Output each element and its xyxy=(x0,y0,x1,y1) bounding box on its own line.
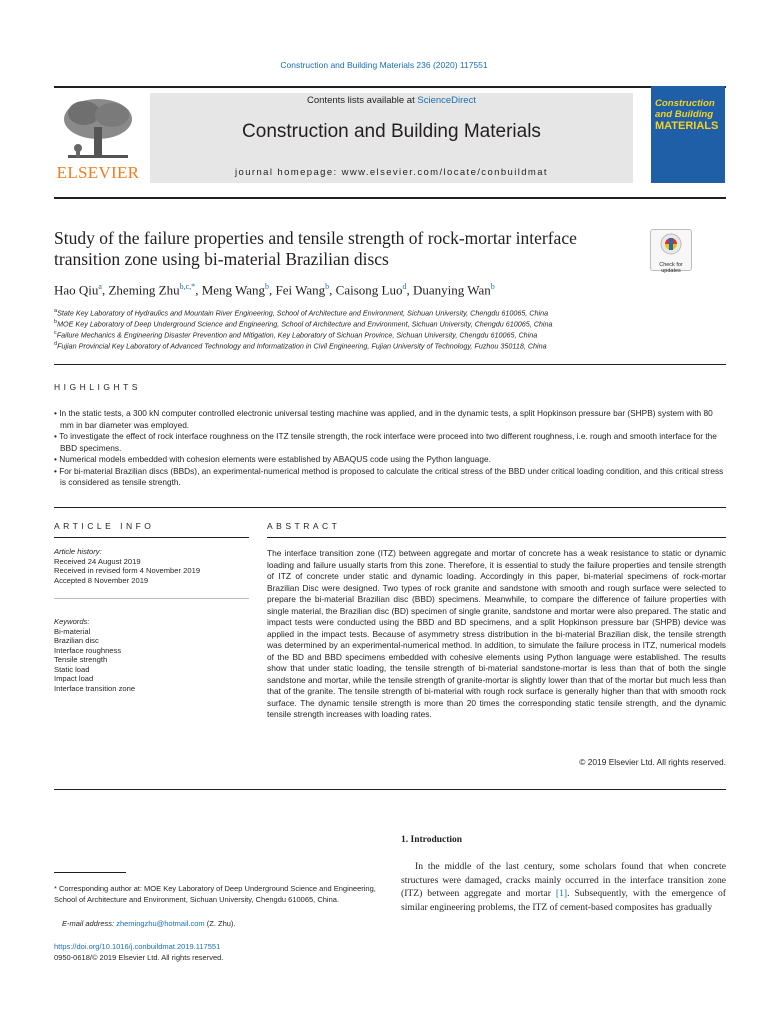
check-for-updates-button[interactable] xyxy=(650,229,692,274)
affiliation xyxy=(54,307,714,317)
author-separator: , xyxy=(329,282,336,298)
highlights-heading: HIGHLIGHTS xyxy=(54,382,141,392)
abstract-heading: ABSTRACT xyxy=(267,521,341,531)
highlight-text: Numerical models embedded with cohesion elements were established by ABAQUS code using the Python language. xyxy=(59,454,491,464)
keyword: Brazilian disc xyxy=(54,636,99,645)
introduction-text xyxy=(401,860,726,914)
affiliation-text: MOE Key Laboratory of Deep Underground Science and Engineering, School of Architecture and Environment, Sichuan University, Chengdu 610065, China xyxy=(57,319,553,329)
author-name[interactable]: Hao Qiu xyxy=(54,282,99,298)
affiliation xyxy=(54,318,714,328)
abstract-text: The interface transition zone (ITZ) between aggregate and mortar of concrete has a weak resistance to static or dynamic loading and failure usually starts from this zone. Therefore, it is essential to study the failure properties and tensile strength of ITZ of concrete under static and dynamic loading. Accordingly in this paper, bi-material specimens of rock-mortar Brazilian Disc were designed. Two types of rock granite and sandstone with smooth and rough surface were selected to prepare the bi-material Brazilian disc (BBD) specimens. Meanwhile, to compare the difference of failure properties with single material, the Brazilian disc (BD) specimen of single granite, sandstone and mortar were also prepared. The static and impact tests were conducted using the BBD and BD specimens, and a split Hopkinson pressure bar (SHPB) device was applied in the impact tests. Because of asymmetry stress distribution in the bi-material Brazilian disk, the tensile strength was determined by an experimental-numerical method. In addition, to simulate the failure process in ITZ, numerical models of the BD and BBD specimens embedded with cohesive elements using Python language were established. The results show that under static loading, the tensile strength of bi-material sandstone-mortar is less than that of both the single sandstone and mortar, while the tensile strength of granite-mortar is slightly lower than that of the mortar but much less than that of the granite. The tensile strength of bi-material with rough rock surface is generally higher than that with smooth rock surface. The dynamic tensile strength is more than 20 times the corresponding static tensile strength, and the dynamic tensile strength increases with loading rates. xyxy=(267,548,726,719)
author-affil-mark[interactable]: b,c,* xyxy=(179,282,196,291)
header-top-rule xyxy=(54,86,726,88)
author-name[interactable]: Duanying Wan xyxy=(412,282,491,298)
highlight-text: For bi-material Brazilian discs (BBDs), an experimental-numerical method is proposed to calculate the critical stress of the BBD under critical loading condition, and this critical stress is considered as tensile strength. xyxy=(59,465,724,487)
article-info-top-rule xyxy=(54,507,726,508)
introduction-heading: 1. Introduction xyxy=(401,835,463,845)
keyword: Interface roughness xyxy=(54,645,122,655)
highlight-text: To investigate the effect of rock interface roughness on the ITZ tensile strength, the rock interface were proceed into two different roughness, i.e. rough and smooth interface for the BBD specimens. xyxy=(59,431,717,453)
elsevier-wordmark: ELSEVIER xyxy=(56,163,140,182)
highlights-top-rule xyxy=(54,364,726,365)
author-separator: , xyxy=(406,282,413,298)
issn-line: 0950-0618/© 2019 Elsevier Ltd. All rights reserved. xyxy=(54,953,224,962)
keywords-label: Keywords: xyxy=(54,617,90,626)
reference-link[interactable]: [1] xyxy=(555,888,568,899)
affiliation-text: State Key Laboratory of Hydraulics and Mountain River Engineering, School of Architecture and Environment, Sichuan University, Chengdu 610065, China xyxy=(57,308,549,318)
author-affil-mark[interactable]: b xyxy=(325,282,330,291)
journal-citation[interactable]: Construction and Building Materials 236 (2020) 117551 xyxy=(280,60,488,70)
affiliation-text: Fujian Provincial Key Laboratory of Advanced Technology and Informatization in Civil Engineering, Fujian University of Technology, Fuzhou 350118, China xyxy=(57,341,547,351)
contents-available-line xyxy=(150,95,633,106)
affiliation-mark: b xyxy=(54,319,58,325)
contents-prefix: Contents lists available at xyxy=(307,95,418,106)
author-affil-mark[interactable]: b xyxy=(265,282,270,291)
author-separator: , xyxy=(195,282,202,298)
author-affil-mark[interactable]: a xyxy=(98,282,102,291)
affiliation xyxy=(54,329,714,339)
highlight-item: • In the static tests, a 300 kN computer controlled electronic universal testing machine was applied, and in the dynamic tests, a split Hopkinson pressure bar (SHPB) system with 80 mm in bar diameter was employed. xyxy=(54,408,713,430)
author-name[interactable]: Zheming Zhu xyxy=(108,282,180,298)
article-history xyxy=(54,547,249,585)
abstract-rule xyxy=(267,537,726,538)
article-info-rule xyxy=(54,537,249,538)
history-revised: Received in revised form 4 November 2019 xyxy=(54,566,201,575)
author-affil-mark[interactable]: b xyxy=(490,282,495,291)
email-suffix: (Z. Zhu). xyxy=(204,919,236,928)
author-affil-mark[interactable]: d xyxy=(402,282,407,291)
corresponding-author-note: * Corresponding author at: MOE Key Laboratory of Deep Underground Science and Engineering, School of Architecture and Environment, Sichuan University, Chengdu 610065, China. xyxy=(54,884,376,904)
intro-text-part: . Subsequently, with the emergence of similar engineering problems, the ITZ of cement-based composites has gradually xyxy=(401,888,726,913)
cover-title: Construction and Building xyxy=(655,98,715,120)
highlight-item: • For bi-material Brazilian discs (BBDs), an experimental-numerical method is proposed to calculate the critical stress of the BBD under critical loading condition, and this critical stress is considered as tensile strength. xyxy=(54,465,724,487)
cover-subtitle: MATERIALS xyxy=(655,120,719,132)
affiliation-mark: d xyxy=(54,341,58,347)
journal-homepage[interactable]: journal homepage: www.elsevier.com/locate/conbuildmat xyxy=(235,167,548,178)
highlight-text: In the static tests, a 300 kN computer controlled electronic universal testing machine was applied, and in the dynamic tests, a split Hopkinson pressure bar (SHPB) system with 80 mm in bar diameter was employed. xyxy=(59,408,713,430)
highlight-item: • To investigate the effect of rock interface roughness on the ITZ tensile strength, the rock interface were proceed into two different roughness, i.e. rough and smooth interface for the BBD specimens. xyxy=(54,431,717,453)
footnote-rule xyxy=(54,872,126,873)
highlight-item: • Numerical models embedded with cohesion elements were established by ABAQUS code using the Python language. xyxy=(54,454,491,464)
author-list xyxy=(54,282,674,298)
history-label: Article history: xyxy=(54,547,102,556)
affiliation-mark: c xyxy=(54,330,57,336)
author-name[interactable]: Meng Wang xyxy=(201,282,266,298)
sciencedirect-link[interactable]: ScienceDirect xyxy=(417,95,476,106)
author-separator: , xyxy=(101,282,109,298)
highlights-list xyxy=(54,408,726,489)
history-received: Received 24 August 2019 xyxy=(54,556,141,566)
affiliation-mark: a xyxy=(54,308,58,314)
intro-text-part: In the middle of the last century, some scholars found that when concrete structures were damaged, cracks mainly occurred in the interface transition zone (ITZ) between aggregate and mortar xyxy=(401,861,726,899)
affiliation xyxy=(54,340,714,350)
author-name[interactable]: Caisong Luo xyxy=(335,282,403,298)
keyword: Bi-material xyxy=(54,626,91,636)
keyword: Impact load xyxy=(54,674,94,683)
keywords-divider xyxy=(54,598,249,599)
check-badge-label: Check for updates xyxy=(659,262,683,274)
journal-name: Construction and Building Materials xyxy=(242,121,541,142)
history-accepted: Accepted 8 November 2019 xyxy=(54,575,149,585)
doi-link[interactable]: https://doi.org/10.1016/j.conbuildmat.2019.117551 xyxy=(54,942,221,951)
keyword: Interface transition zone xyxy=(54,683,136,693)
abstract-bottom-rule xyxy=(54,789,726,790)
affiliation-text: Failure Mechanics & Engineering Disaster Prevention and Mitigation, Key Laboratory of Sichuan Province, Sichuan University, Chengdu 610065, China xyxy=(56,330,538,340)
author-separator: , xyxy=(269,282,276,298)
author-name[interactable]: Fei Wang xyxy=(275,282,326,298)
keyword: Tensile strength xyxy=(54,655,108,664)
email-line xyxy=(54,919,392,930)
email-label: E-mail address: xyxy=(62,919,117,928)
abstract-copyright: © 2019 Elsevier Ltd. All rights reserved. xyxy=(579,757,726,767)
keywords-block xyxy=(54,617,249,693)
header-bottom-rule xyxy=(54,197,726,199)
keyword: Static load xyxy=(54,664,90,674)
article-info-heading: ARTICLE INFO xyxy=(54,521,155,531)
elsevier-tree-icon xyxy=(54,93,142,163)
article-title: Study of the failure properties and tensile strength of rock-mortar interface transition zone using bi-material Brazilian discs xyxy=(54,228,577,269)
email-link[interactable]: zhemingzhu@hotmail.com xyxy=(116,919,205,928)
crossmark-icon xyxy=(651,230,691,258)
